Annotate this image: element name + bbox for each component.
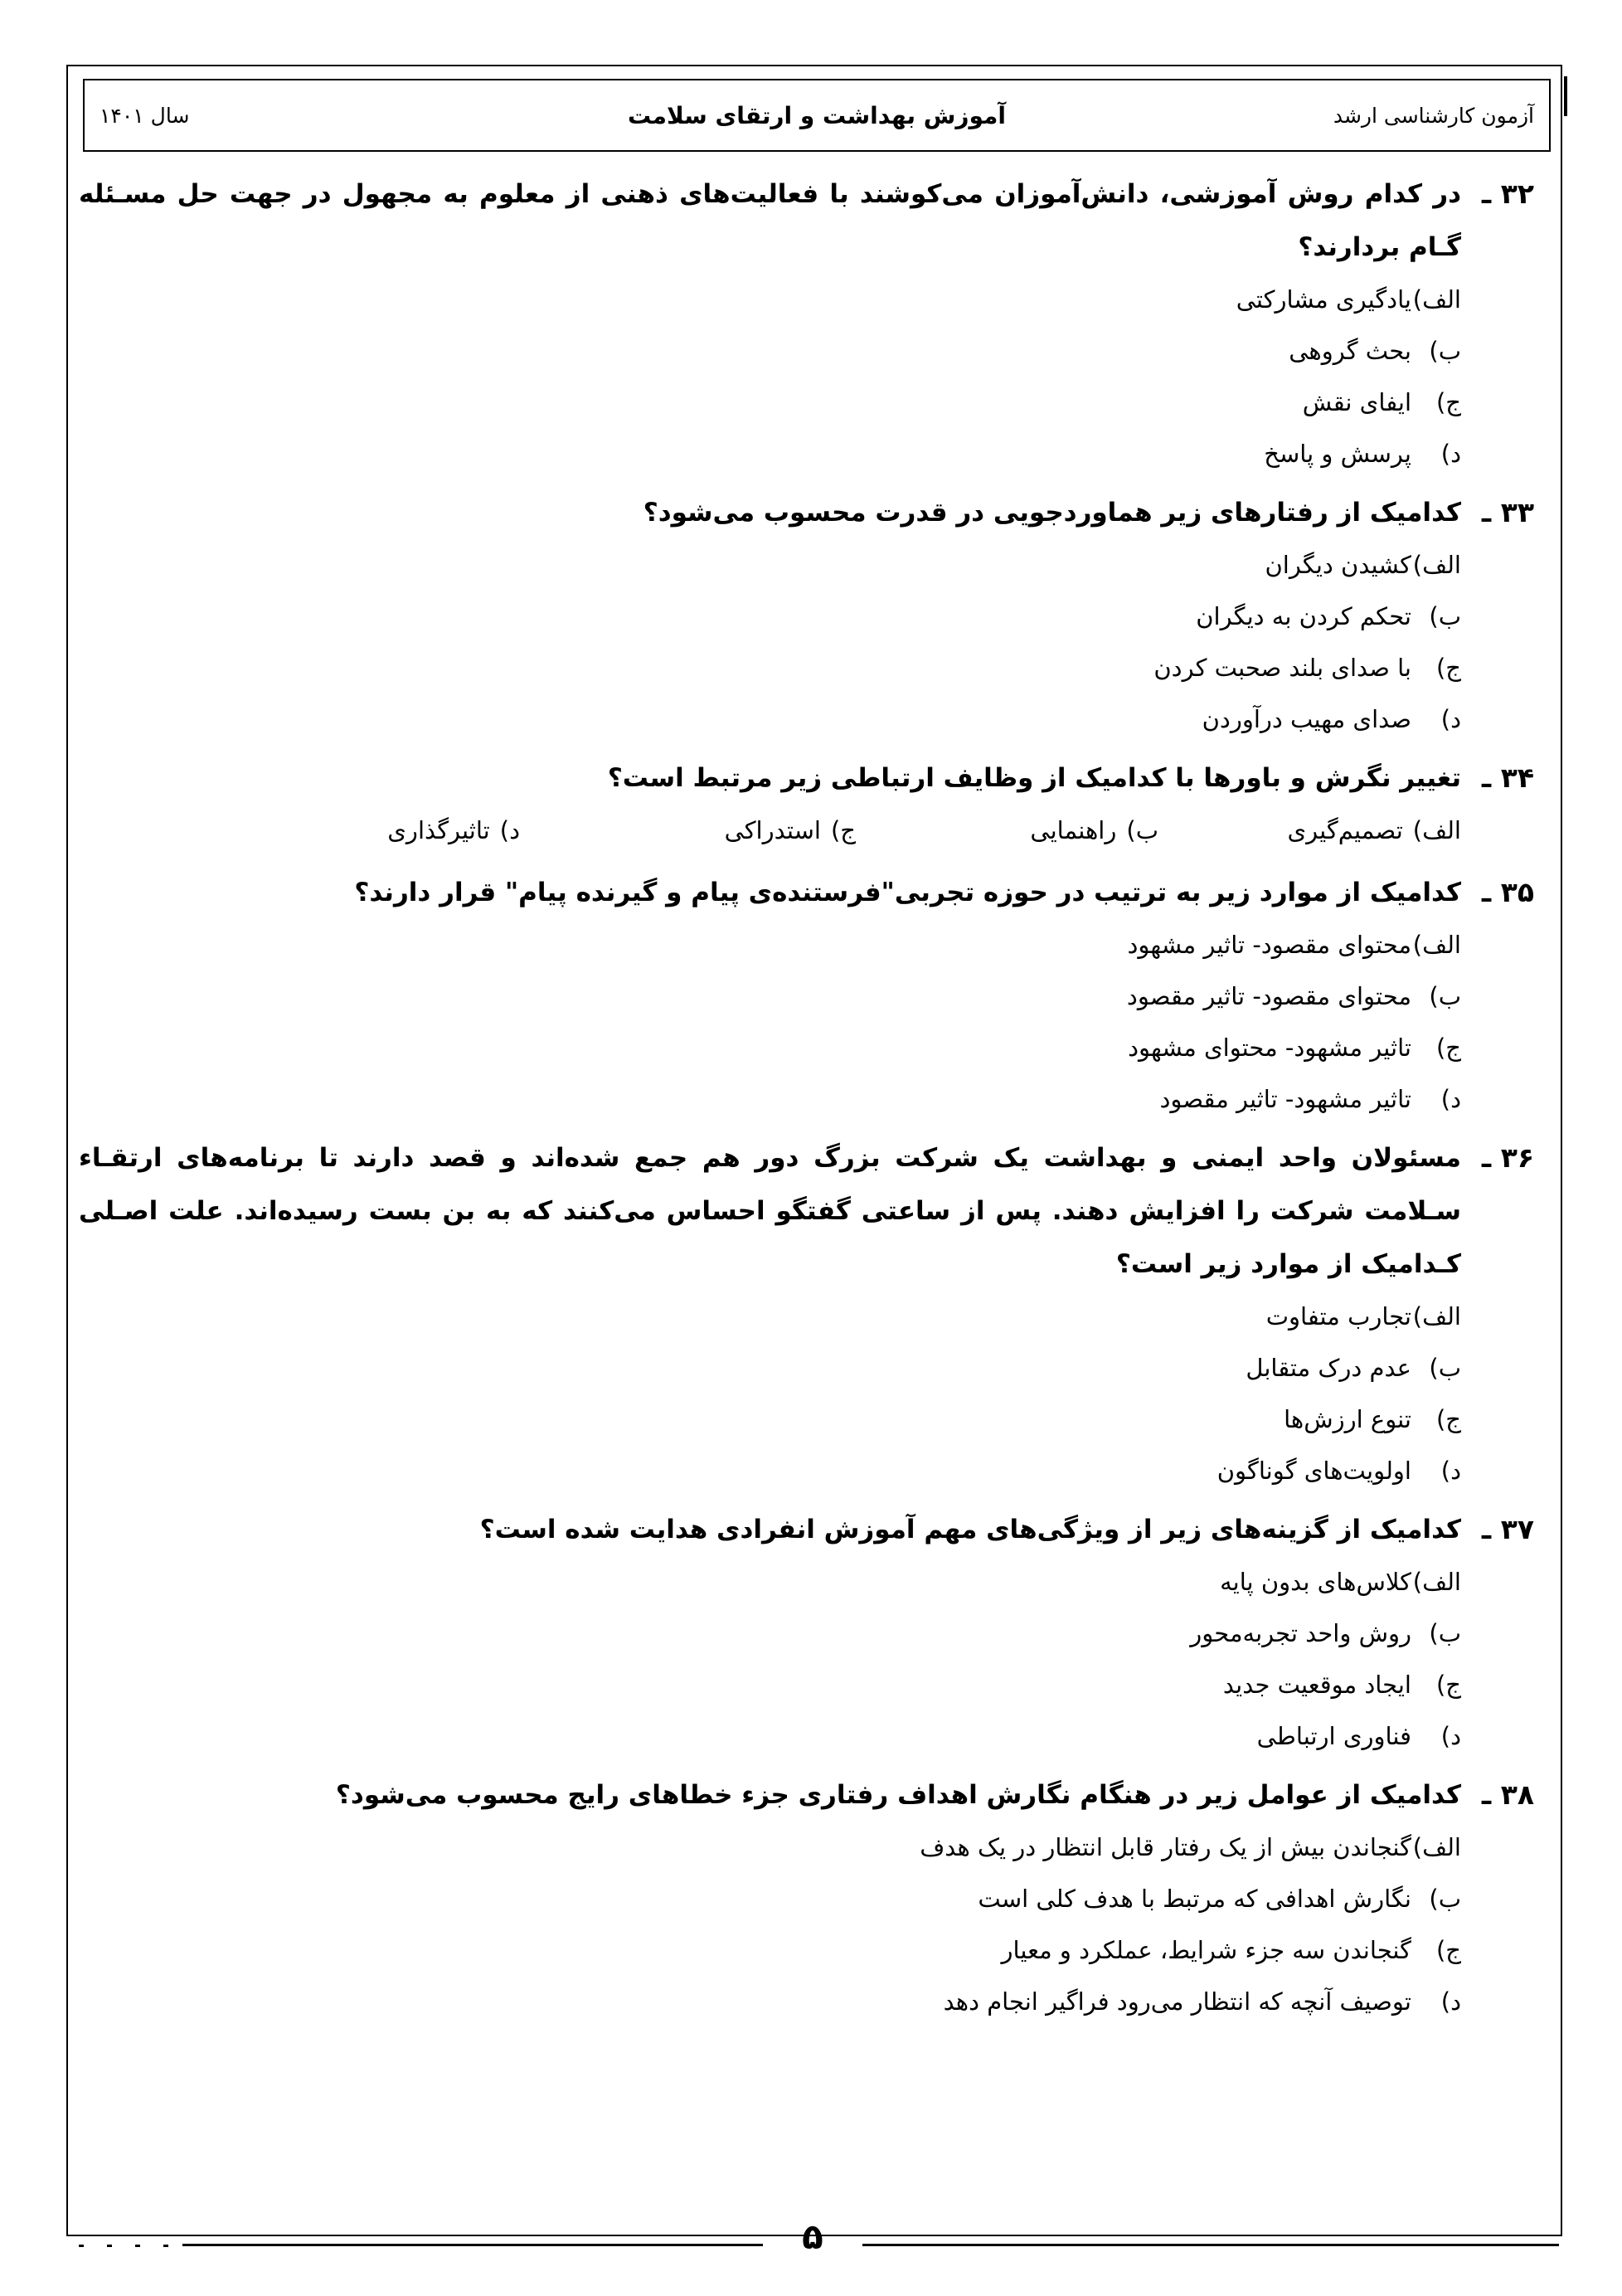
question-35	[79, 866, 1534, 1125]
options-list	[79, 805, 1534, 856]
footer-dotted-line	[79, 2245, 178, 2247]
option-text: تحکم کردن به دیگران	[1196, 602, 1411, 630]
option-label: ب)	[1429, 602, 1461, 630]
option-label: ج)	[1435, 654, 1461, 682]
option-a	[79, 919, 1461, 970]
option-text: تاثیرگذاری	[387, 816, 490, 844]
option-text: گنجاندن سه جزء شرایط، عملکرد و معیار	[1001, 1936, 1411, 1964]
option-d	[79, 1976, 1461, 2027]
exam-header	[83, 79, 1551, 152]
option-text: کلاس‌های بدون پایه	[1220, 1568, 1411, 1596]
option-a	[79, 1556, 1461, 1608]
question-36	[79, 1131, 1534, 1496]
option-label: ب)	[1429, 1619, 1461, 1647]
option-label: الف)	[1412, 1568, 1461, 1596]
option-b	[79, 325, 1461, 377]
option-b	[856, 805, 1158, 856]
option-text: بحث گروهی	[1289, 337, 1411, 365]
option-label: ب)	[1126, 816, 1158, 844]
question-text: کدامیک از عوامل زیر در هنگام نگارش اهداف رفتاری جزء خطاهای رایج محسوب می‌شود؟	[335, 1780, 1461, 1810]
option-label: ب)	[1429, 982, 1461, 1010]
option-text: تصمیم‌گیری	[1287, 816, 1403, 844]
option-label: د)	[1440, 440, 1461, 468]
option-label: د)	[1440, 1457, 1461, 1485]
option-text: استدراکی	[724, 816, 821, 844]
question-number: ۳۸ ـ	[1481, 1778, 1534, 1811]
option-label: ج)	[830, 816, 856, 844]
option-text: ایجاد موقعیت جدید	[1222, 1671, 1411, 1699]
question-number: ۳۲ ـ	[1481, 178, 1534, 210]
option-text: پرسش و پاسخ	[1264, 440, 1411, 468]
option-label: ب)	[1429, 1354, 1461, 1382]
options-list	[79, 1556, 1534, 1762]
option-text: تنوع ارزش‌ها	[1284, 1405, 1411, 1433]
option-text: گنجاندن بیش از یک رفتار قابل انتظار در یک هدف	[920, 1833, 1411, 1861]
question-text: در کدام روش آموزشی، دانش‌آموزان می‌کوشند با فعالیت‌های ذهنی از معلوم به مجهول در جهت حل مسـئله گـام بردارند؟	[79, 179, 1461, 262]
option-text: عدم درک متقابل	[1246, 1354, 1411, 1382]
option-b	[79, 970, 1461, 1022]
option-d	[79, 428, 1461, 479]
option-text: صدای مهیب درآوردن	[1202, 705, 1411, 733]
option-c	[79, 1394, 1461, 1445]
option-c	[79, 1022, 1461, 1073]
option-d	[387, 805, 520, 856]
option-text: ایفای نقش	[1302, 388, 1411, 416]
option-label: ب)	[1429, 337, 1461, 365]
option-text: تاثیر مشهود- تاثیر مقصود	[1159, 1085, 1411, 1113]
option-label: ج)	[1435, 388, 1461, 416]
option-text: با صدای بلند صحبت کردن	[1153, 654, 1411, 682]
option-label: الف)	[1412, 551, 1461, 579]
option-label: الف)	[1412, 1833, 1461, 1861]
option-a	[79, 1291, 1461, 1342]
option-b	[79, 1608, 1461, 1659]
footer-rule-right	[862, 2244, 1559, 2246]
option-c	[79, 642, 1461, 693]
option-d	[79, 1445, 1461, 1496]
option-text: فناوری ارتباطی	[1256, 1722, 1411, 1750]
option-label: ب)	[1429, 1885, 1461, 1913]
options-list	[79, 1822, 1534, 2027]
option-text: محتوای مقصود- تاثیر مقصود	[1126, 982, 1411, 1010]
question-number: ۳۶ ـ	[1481, 1141, 1534, 1174]
option-text: تجارب متفاوت	[1265, 1302, 1411, 1330]
option-a	[1158, 805, 1461, 856]
option-d	[79, 1710, 1461, 1762]
frame-edge-mark	[1564, 76, 1567, 116]
option-text: راهنمایی	[1030, 816, 1117, 844]
option-label: ج)	[1435, 1671, 1461, 1699]
option-label: ج)	[1435, 1936, 1461, 1964]
option-b	[79, 591, 1461, 642]
option-label: د)	[1440, 1987, 1461, 2016]
option-text: کشیدن دیگران	[1265, 551, 1411, 579]
option-text: روش واحد تجربه‌محور	[1190, 1619, 1411, 1647]
questions-container	[79, 163, 1534, 2027]
question-text: کدامیک از موارد زیر به ترتیب در حوزه تجربی"فرستنده‌ی پیام و گیرنده پیام" قرار دارند؟	[354, 878, 1461, 907]
option-text: اولویت‌های گوناگون	[1216, 1457, 1411, 1485]
question-34	[79, 752, 1534, 856]
question-number: ۳۷ ـ	[1481, 1513, 1534, 1545]
option-text: نگارش اهدافی که مرتبط با هدف کلی است	[978, 1885, 1411, 1913]
option-d	[79, 693, 1461, 745]
option-label: الف)	[1412, 285, 1461, 314]
question-32	[79, 168, 1534, 479]
question-number: ۳۵ ـ	[1481, 876, 1534, 908]
question-37	[79, 1503, 1534, 1762]
option-label: الف)	[1412, 816, 1461, 844]
question-text: تغییر نگرش و باورها با کدامیک از وظایف ارتباطی زیر مرتبط است؟	[607, 763, 1461, 793]
option-label: ج)	[1435, 1034, 1461, 1062]
options-list	[79, 1291, 1534, 1496]
option-text: یادگیری مشارکتی	[1236, 285, 1411, 314]
option-label: د)	[499, 816, 520, 844]
option-c	[79, 1659, 1461, 1710]
option-c	[79, 1924, 1461, 1976]
option-label: الف)	[1412, 1302, 1461, 1330]
option-a	[79, 1822, 1461, 1873]
option-label: ج)	[1435, 1405, 1461, 1433]
options-list	[79, 919, 1534, 1125]
question-text: مسئولان واحد ایمنی و بهداشت یک شرکت بزرگ دور هم جمع شده‌اند و قصد دارند تا برنامه‌های ارتقـاء سـلامت شرکت را افزایش دهند. پس از ساعتی گفتگو احساس می‌کنند که به بن بست رسیده‌اند. علت اصـلی کـدامیک از موارد زیر است؟	[79, 1143, 1461, 1279]
question-38	[79, 1768, 1534, 2027]
option-b	[79, 1342, 1461, 1394]
exam-type: آزمون کارشناسی ارشد	[1333, 103, 1534, 128]
option-label: د)	[1440, 1085, 1461, 1113]
option-d	[79, 1073, 1461, 1125]
option-c	[79, 377, 1461, 428]
question-number: ۳۴ ـ	[1481, 761, 1534, 794]
option-a	[79, 274, 1461, 325]
question-number: ۳۳ ـ	[1481, 496, 1534, 528]
question-33	[79, 486, 1534, 745]
options-list	[79, 274, 1534, 479]
option-text: تاثیر مشهود- محتوای مشهود	[1128, 1034, 1411, 1062]
option-text: محتوای مقصود- تاثیر مشهود	[1127, 931, 1411, 959]
subject-title: آموزش بهداشت و ارتقای سلامت	[628, 101, 1006, 129]
option-label: الف)	[1412, 931, 1461, 959]
margin-mark	[66, 2148, 68, 2198]
option-a	[79, 539, 1461, 591]
question-text: کدامیک از گزینه‌های زیر از ویژگی‌های مهم آموزش انفرادی هدایت شده است؟	[479, 1515, 1461, 1544]
option-label: د)	[1440, 705, 1461, 733]
option-c	[520, 805, 856, 856]
option-b	[79, 1873, 1461, 1924]
exam-year: سال ۱۴۰۱	[100, 103, 190, 128]
option-label: د)	[1440, 1722, 1461, 1750]
options-list	[79, 539, 1534, 745]
question-text: کدامیک از رفتارهای زیر هماوردجویی در قدرت محسوب می‌شود؟	[643, 498, 1461, 528]
footer-rule-left	[182, 2244, 763, 2246]
page-number: ۵	[802, 2216, 823, 2257]
option-text: توصیف آنچه که انتظار می‌رود فراگیر انجام دهد	[943, 1987, 1411, 2016]
